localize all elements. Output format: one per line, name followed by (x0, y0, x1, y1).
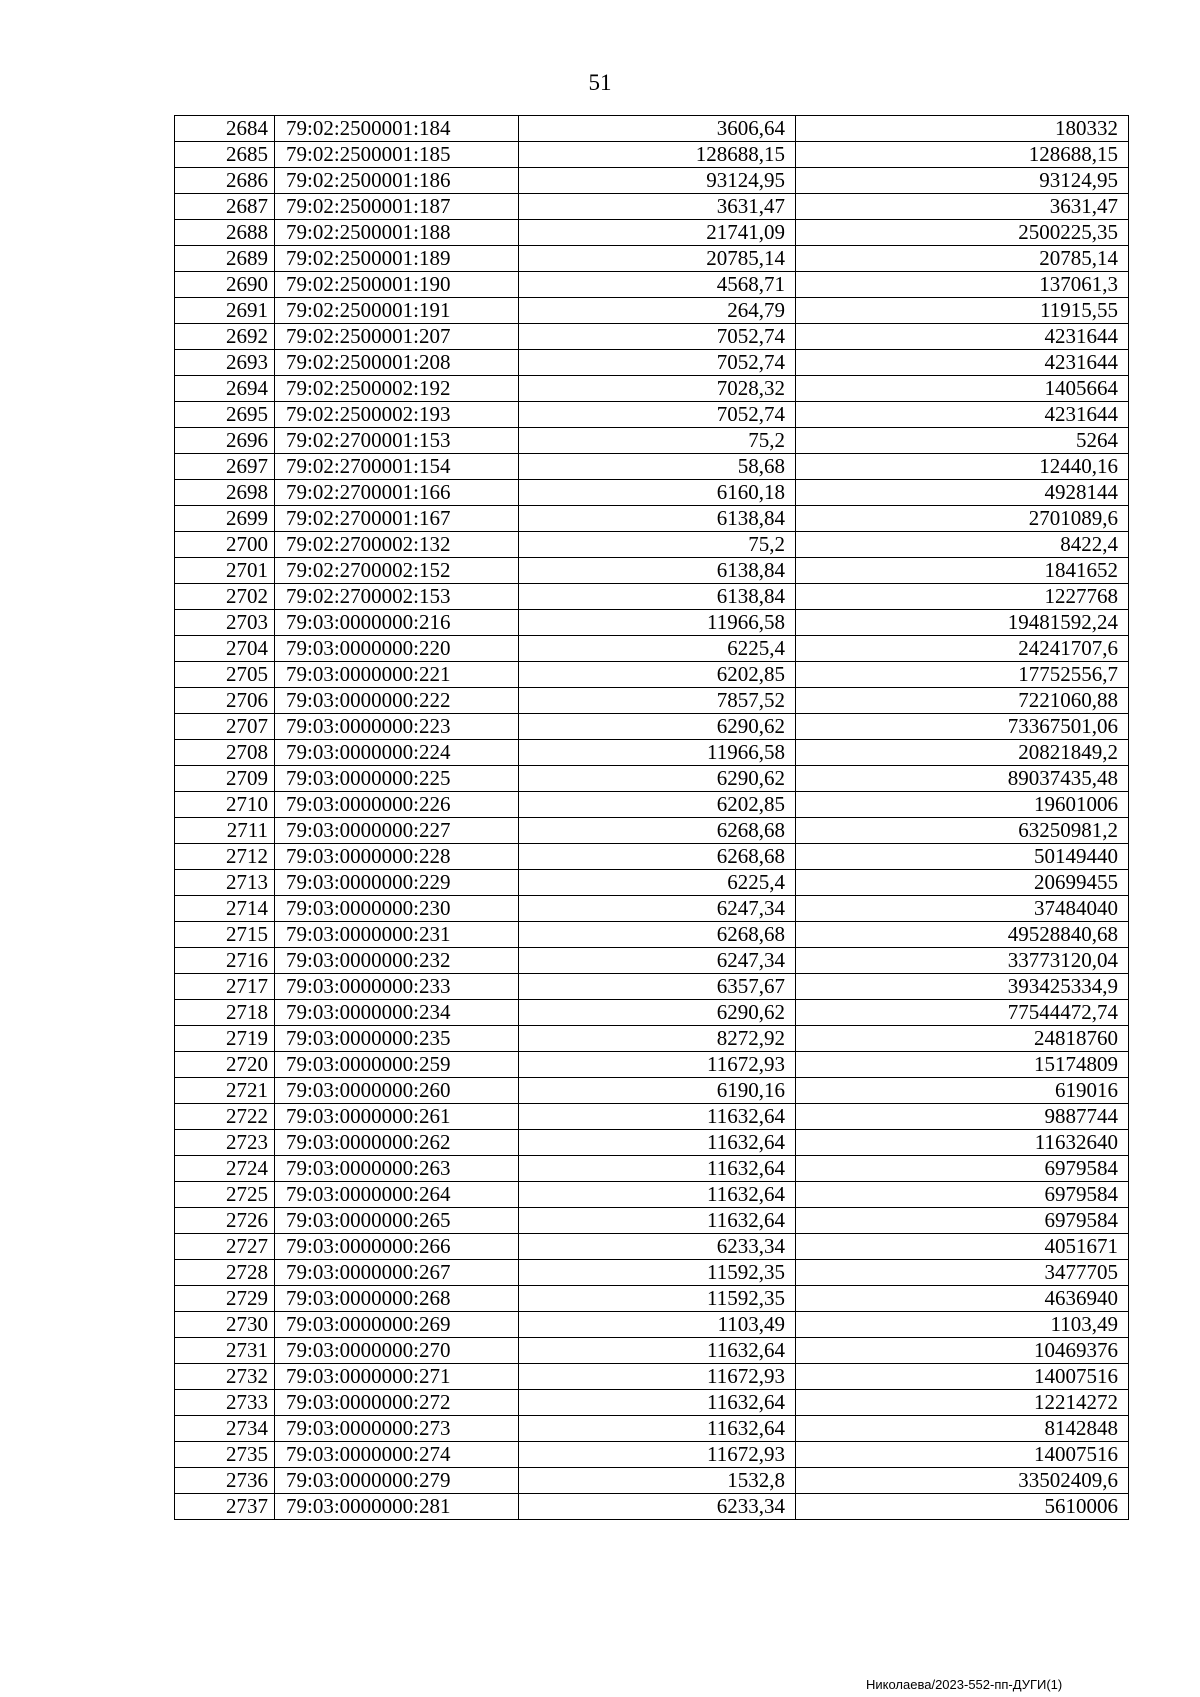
table-row (175, 844, 1129, 870)
cadastral-number-cell: 79:03:0000000:224 (275, 740, 519, 766)
cadastral-number-cell: 79:02:2500001:188 (275, 220, 519, 246)
table-row (175, 1364, 1129, 1390)
total-value-cell: 1227768 (796, 584, 1129, 610)
cadastral-number-cell: 79:03:0000000:270 (275, 1338, 519, 1364)
cadastral-number-cell: 79:03:0000000:235 (275, 1026, 519, 1052)
cadastral-number-cell: 79:03:0000000:229 (275, 870, 519, 896)
row-number-cell: 2694 (175, 376, 275, 402)
value-cell: 6290,62 (519, 714, 796, 740)
cadastral-number-cell: 79:03:0000000:265 (275, 1208, 519, 1234)
table-row (175, 818, 1129, 844)
cadastral-number-cell: 79:03:0000000:268 (275, 1286, 519, 1312)
value-cell: 6268,68 (519, 818, 796, 844)
cadastral-number-cell: 79:03:0000000:261 (275, 1104, 519, 1130)
value-cell: 6268,68 (519, 844, 796, 870)
cadastral-number-cell: 79:03:0000000:273 (275, 1416, 519, 1442)
row-number-cell: 2685 (175, 142, 275, 168)
value-cell: 6225,4 (519, 636, 796, 662)
total-value-cell: 6979584 (796, 1182, 1129, 1208)
cadastral-number-cell: 79:03:0000000:266 (275, 1234, 519, 1260)
table-row (175, 1338, 1129, 1364)
value-cell: 7052,74 (519, 350, 796, 376)
total-value-cell: 17752556,7 (796, 662, 1129, 688)
cadastral-number-cell: 79:03:0000000:223 (275, 714, 519, 740)
table-row (175, 610, 1129, 636)
total-value-cell: 12440,16 (796, 454, 1129, 480)
cadastral-number-cell: 79:02:2700002:152 (275, 558, 519, 584)
cadastral-number-cell: 79:02:2700002:153 (275, 584, 519, 610)
table-row (175, 636, 1129, 662)
total-value-cell: 393425334,9 (796, 974, 1129, 1000)
cadastral-number-cell: 79:03:0000000:234 (275, 1000, 519, 1026)
total-value-cell: 3477705 (796, 1260, 1129, 1286)
row-number-cell: 2732 (175, 1364, 275, 1390)
row-number-cell: 2719 (175, 1026, 275, 1052)
table-row (175, 584, 1129, 610)
cadastral-number-cell: 79:03:0000000:272 (275, 1390, 519, 1416)
total-value-cell: 8142848 (796, 1416, 1129, 1442)
row-number-cell: 2737 (175, 1494, 275, 1520)
row-number-cell: 2733 (175, 1390, 275, 1416)
value-cell: 7857,52 (519, 688, 796, 714)
value-cell: 6290,62 (519, 766, 796, 792)
table-row (175, 740, 1129, 766)
cadastral-number-cell: 79:03:0000000:269 (275, 1312, 519, 1338)
value-cell: 11672,93 (519, 1442, 796, 1468)
value-cell: 11672,93 (519, 1052, 796, 1078)
cadastral-number-cell: 79:02:2500001:187 (275, 194, 519, 220)
total-value-cell: 12214272 (796, 1390, 1129, 1416)
total-value-cell: 4231644 (796, 350, 1129, 376)
value-cell: 11592,35 (519, 1260, 796, 1286)
row-number-cell: 2734 (175, 1416, 275, 1442)
row-number-cell: 2713 (175, 870, 275, 896)
row-number-cell: 2718 (175, 1000, 275, 1026)
row-number-cell: 2702 (175, 584, 275, 610)
cadastral-number-cell: 79:02:2700001:154 (275, 454, 519, 480)
row-number-cell: 2688 (175, 220, 275, 246)
value-cell: 6190,16 (519, 1078, 796, 1104)
table-row (175, 974, 1129, 1000)
table-row (175, 454, 1129, 480)
row-number-cell: 2690 (175, 272, 275, 298)
table-row (175, 662, 1129, 688)
table-row (175, 792, 1129, 818)
total-value-cell: 10469376 (796, 1338, 1129, 1364)
cadastral-number-cell: 79:03:0000000:222 (275, 688, 519, 714)
value-cell: 11672,93 (519, 1364, 796, 1390)
cadastral-number-cell: 79:03:0000000:274 (275, 1442, 519, 1468)
row-number-cell: 2707 (175, 714, 275, 740)
cadastral-number-cell: 79:02:2500001:189 (275, 246, 519, 272)
row-number-cell: 2692 (175, 324, 275, 350)
table-row (175, 220, 1129, 246)
row-number-cell: 2708 (175, 740, 275, 766)
value-cell: 1103,49 (519, 1312, 796, 1338)
table-row (175, 532, 1129, 558)
table-row (175, 1130, 1129, 1156)
table-row (175, 1416, 1129, 1442)
table-row (175, 402, 1129, 428)
value-cell: 11966,58 (519, 740, 796, 766)
value-cell: 8272,92 (519, 1026, 796, 1052)
cadastral-number-cell: 79:03:0000000:221 (275, 662, 519, 688)
row-number-cell: 2723 (175, 1130, 275, 1156)
value-cell: 6357,67 (519, 974, 796, 1000)
cadastral-number-cell: 79:03:0000000:232 (275, 948, 519, 974)
cadastral-number-cell: 79:02:2700001:166 (275, 480, 519, 506)
value-cell: 6202,85 (519, 792, 796, 818)
table-row (175, 1182, 1129, 1208)
value-cell: 1532,8 (519, 1468, 796, 1494)
total-value-cell: 128688,15 (796, 142, 1129, 168)
total-value-cell: 4231644 (796, 402, 1129, 428)
cadastral-number-cell: 79:03:0000000:267 (275, 1260, 519, 1286)
total-value-cell: 93124,95 (796, 168, 1129, 194)
table-row (175, 1286, 1129, 1312)
total-value-cell: 20699455 (796, 870, 1129, 896)
cadastral-number-cell: 79:02:2500002:193 (275, 402, 519, 428)
cadastral-number-cell: 79:02:2500001:207 (275, 324, 519, 350)
row-number-cell: 2698 (175, 480, 275, 506)
row-number-cell: 2720 (175, 1052, 275, 1078)
table-row (175, 1442, 1129, 1468)
cadastral-number-cell: 79:02:2500001:191 (275, 298, 519, 324)
table-row (175, 116, 1129, 142)
total-value-cell: 2500225,35 (796, 220, 1129, 246)
value-cell: 11632,64 (519, 1390, 796, 1416)
total-value-cell: 63250981,2 (796, 818, 1129, 844)
row-number-cell: 2684 (175, 116, 275, 142)
footer-document-id: Николаева/2023-552-пп-ДУГИ(1) (866, 1677, 1063, 1692)
value-cell: 11632,64 (519, 1338, 796, 1364)
row-number-cell: 2699 (175, 506, 275, 532)
table-row (175, 1156, 1129, 1182)
cadastral-number-cell: 79:03:0000000:231 (275, 922, 519, 948)
value-cell: 7028,32 (519, 376, 796, 402)
cadastral-number-cell: 79:03:0000000:264 (275, 1182, 519, 1208)
row-number-cell: 2706 (175, 688, 275, 714)
table-row (175, 1000, 1129, 1026)
cadastral-number-cell: 79:02:2500001:186 (275, 168, 519, 194)
value-cell: 93124,95 (519, 168, 796, 194)
row-number-cell: 2715 (175, 922, 275, 948)
table-row (175, 1312, 1129, 1338)
total-value-cell: 15174809 (796, 1052, 1129, 1078)
value-cell: 6233,34 (519, 1494, 796, 1520)
total-value-cell: 89037435,48 (796, 766, 1129, 792)
table-row (175, 896, 1129, 922)
row-number-cell: 2730 (175, 1312, 275, 1338)
table-row (175, 558, 1129, 584)
table-row (175, 922, 1129, 948)
cadastral-number-cell: 79:03:0000000:226 (275, 792, 519, 818)
value-cell: 11632,64 (519, 1208, 796, 1234)
table-row (175, 1390, 1129, 1416)
value-cell: 21741,09 (519, 220, 796, 246)
total-value-cell: 3631,47 (796, 194, 1129, 220)
cadastral-number-cell: 79:03:0000000:233 (275, 974, 519, 1000)
total-value-cell: 180332 (796, 116, 1129, 142)
total-value-cell: 4231644 (796, 324, 1129, 350)
row-number-cell: 2689 (175, 246, 275, 272)
cadastral-number-cell: 79:03:0000000:259 (275, 1052, 519, 1078)
total-value-cell: 73367501,06 (796, 714, 1129, 740)
row-number-cell: 2704 (175, 636, 275, 662)
table-row (175, 376, 1129, 402)
total-value-cell: 9887744 (796, 1104, 1129, 1130)
table-row (175, 480, 1129, 506)
total-value-cell: 7221060,88 (796, 688, 1129, 714)
value-cell: 4568,71 (519, 272, 796, 298)
total-value-cell: 1405664 (796, 376, 1129, 402)
cadastral-number-cell: 79:02:2500002:192 (275, 376, 519, 402)
value-cell: 7052,74 (519, 324, 796, 350)
total-value-cell: 5610006 (796, 1494, 1129, 1520)
row-number-cell: 2731 (175, 1338, 275, 1364)
total-value-cell: 4928144 (796, 480, 1129, 506)
row-number-cell: 2703 (175, 610, 275, 636)
total-value-cell: 4051671 (796, 1234, 1129, 1260)
cadastral-number-cell: 79:03:0000000:220 (275, 636, 519, 662)
table-row (175, 428, 1129, 454)
total-value-cell: 20785,14 (796, 246, 1129, 272)
row-number-cell: 2705 (175, 662, 275, 688)
cadastral-number-cell: 79:03:0000000:260 (275, 1078, 519, 1104)
cadastral-number-cell: 79:03:0000000:262 (275, 1130, 519, 1156)
table-row (175, 168, 1129, 194)
total-value-cell: 8422,4 (796, 532, 1129, 558)
table-row (175, 766, 1129, 792)
table-row (175, 272, 1129, 298)
total-value-cell: 2701089,6 (796, 506, 1129, 532)
value-cell: 6160,18 (519, 480, 796, 506)
value-cell: 6233,34 (519, 1234, 796, 1260)
value-cell: 11592,35 (519, 1286, 796, 1312)
row-number-cell: 2712 (175, 844, 275, 870)
table-row (175, 298, 1129, 324)
cadastral-number-cell: 79:03:0000000:230 (275, 896, 519, 922)
value-cell: 11632,64 (519, 1104, 796, 1130)
cadastral-number-cell: 79:03:0000000:216 (275, 610, 519, 636)
row-number-cell: 2711 (175, 818, 275, 844)
cadastral-number-cell: 79:02:2500001:208 (275, 350, 519, 376)
value-cell: 3631,47 (519, 194, 796, 220)
cadastral-number-cell: 79:03:0000000:228 (275, 844, 519, 870)
value-cell: 11632,64 (519, 1156, 796, 1182)
value-cell: 11966,58 (519, 610, 796, 636)
total-value-cell: 6979584 (796, 1156, 1129, 1182)
value-cell: 6138,84 (519, 584, 796, 610)
row-number-cell: 2726 (175, 1208, 275, 1234)
total-value-cell: 50149440 (796, 844, 1129, 870)
row-number-cell: 2736 (175, 1468, 275, 1494)
total-value-cell: 33502409,6 (796, 1468, 1129, 1494)
value-cell: 6138,84 (519, 558, 796, 584)
total-value-cell: 4636940 (796, 1286, 1129, 1312)
value-cell: 6202,85 (519, 662, 796, 688)
total-value-cell: 14007516 (796, 1442, 1129, 1468)
table-row (175, 1026, 1129, 1052)
page-number: 51 (588, 70, 612, 95)
total-value-cell: 1103,49 (796, 1312, 1129, 1338)
value-cell: 6268,68 (519, 922, 796, 948)
table-row (175, 1494, 1129, 1520)
table-row (175, 1468, 1129, 1494)
total-value-cell: 49528840,68 (796, 922, 1129, 948)
total-value-cell: 24241707,6 (796, 636, 1129, 662)
value-cell: 6290,62 (519, 1000, 796, 1026)
row-number-cell: 2725 (175, 1182, 275, 1208)
table-row (175, 142, 1129, 168)
row-number-cell: 2709 (175, 766, 275, 792)
total-value-cell: 6979584 (796, 1208, 1129, 1234)
row-number-cell: 2729 (175, 1286, 275, 1312)
cadastral-number-cell: 79:03:0000000:225 (275, 766, 519, 792)
value-cell: 6247,34 (519, 896, 796, 922)
total-value-cell: 37484040 (796, 896, 1129, 922)
table-row (175, 1078, 1129, 1104)
row-number-cell: 2735 (175, 1442, 275, 1468)
value-cell: 6247,34 (519, 948, 796, 974)
table-row (175, 246, 1129, 272)
table-row (175, 688, 1129, 714)
value-cell: 6225,4 (519, 870, 796, 896)
row-number-cell: 2710 (175, 792, 275, 818)
row-number-cell: 2727 (175, 1234, 275, 1260)
table-row (175, 324, 1129, 350)
value-cell: 75,2 (519, 428, 796, 454)
row-number-cell: 2728 (175, 1260, 275, 1286)
table-row (175, 350, 1129, 376)
total-value-cell: 619016 (796, 1078, 1129, 1104)
cadastral-number-cell: 79:02:2700001:153 (275, 428, 519, 454)
total-value-cell: 11915,55 (796, 298, 1129, 324)
table-row (175, 870, 1129, 896)
value-cell: 11632,64 (519, 1182, 796, 1208)
value-cell: 3606,64 (519, 116, 796, 142)
table-row (175, 714, 1129, 740)
row-number-cell: 2717 (175, 974, 275, 1000)
total-value-cell: 24818760 (796, 1026, 1129, 1052)
table-row (175, 1052, 1129, 1078)
value-cell: 11632,64 (519, 1130, 796, 1156)
row-number-cell: 2693 (175, 350, 275, 376)
row-number-cell: 2687 (175, 194, 275, 220)
total-value-cell: 137061,3 (796, 272, 1129, 298)
total-value-cell: 5264 (796, 428, 1129, 454)
row-number-cell: 2691 (175, 298, 275, 324)
total-value-cell: 14007516 (796, 1364, 1129, 1390)
value-cell: 7052,74 (519, 402, 796, 428)
value-cell: 11632,64 (519, 1416, 796, 1442)
value-cell: 58,68 (519, 454, 796, 480)
table-row (175, 1208, 1129, 1234)
row-number-cell: 2714 (175, 896, 275, 922)
table-row (175, 506, 1129, 532)
table-row (175, 948, 1129, 974)
value-cell: 75,2 (519, 532, 796, 558)
cadastral-number-cell: 79:03:0000000:279 (275, 1468, 519, 1494)
total-value-cell: 77544472,74 (796, 1000, 1129, 1026)
table-row (175, 1260, 1129, 1286)
total-value-cell: 19601006 (796, 792, 1129, 818)
table-row (175, 1234, 1129, 1260)
value-cell: 20785,14 (519, 246, 796, 272)
cadastral-number-cell: 79:02:2500001:184 (275, 116, 519, 142)
value-cell: 6138,84 (519, 506, 796, 532)
total-value-cell: 1841652 (796, 558, 1129, 584)
row-number-cell: 2700 (175, 532, 275, 558)
value-cell: 264,79 (519, 298, 796, 324)
cadastral-number-cell: 79:02:2500001:185 (275, 142, 519, 168)
total-value-cell: 20821849,2 (796, 740, 1129, 766)
row-number-cell: 2724 (175, 1156, 275, 1182)
table-row (175, 194, 1129, 220)
total-value-cell: 33773120,04 (796, 948, 1129, 974)
cadastral-number-cell: 79:03:0000000:263 (275, 1156, 519, 1182)
total-value-cell: 11632640 (796, 1130, 1129, 1156)
row-number-cell: 2696 (175, 428, 275, 454)
table-body (175, 116, 1129, 1520)
cadastral-number-cell: 79:02:2700001:167 (275, 506, 519, 532)
cadastral-number-cell: 79:03:0000000:271 (275, 1364, 519, 1390)
row-number-cell: 2697 (175, 454, 275, 480)
row-number-cell: 2722 (175, 1104, 275, 1130)
table-row (175, 1104, 1129, 1130)
total-value-cell: 19481592,24 (796, 610, 1129, 636)
cadastral-number-cell: 79:02:2700002:132 (275, 532, 519, 558)
row-number-cell: 2701 (175, 558, 275, 584)
cadastral-number-cell: 79:02:2500001:190 (275, 272, 519, 298)
cadastral-number-cell: 79:03:0000000:281 (275, 1494, 519, 1520)
row-number-cell: 2716 (175, 948, 275, 974)
data-table (174, 115, 1129, 1520)
cadastral-number-cell: 79:03:0000000:227 (275, 818, 519, 844)
row-number-cell: 2695 (175, 402, 275, 428)
row-number-cell: 2721 (175, 1078, 275, 1104)
row-number-cell: 2686 (175, 168, 275, 194)
value-cell: 128688,15 (519, 142, 796, 168)
